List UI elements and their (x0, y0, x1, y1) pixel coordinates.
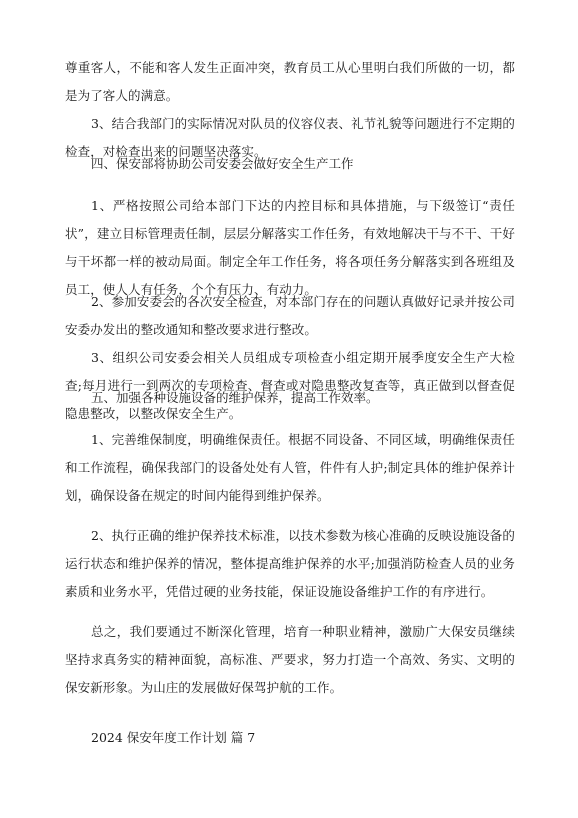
section-heading-4: 四、保安部将协助公司安委会做好安全生产工作 (91, 156, 354, 171)
section-title: 2024 保安年度工作计划 篇 7 (91, 730, 256, 745)
paragraph-item-2-safety-check: 2、参加安委会的各次安全检查，对本部门存在的问题认真做好记录并按公司安委办发出的整改通知和整改要求进行整改。 (65, 294, 515, 337)
paragraph-item-2-maintenance-standards: 2、执行正确的维护保养技术标准，以技术参数为核心准确的反映设施设备的运行状态和维护保养的情况，整体提高维护保养的水平;加强消防检查人员的业务素质和业务水平，凭借过硬的业务技能，保证设施设备维护工作的有序进行。 (65, 528, 515, 599)
section-heading-5: 五、加强各种设施设备的维护保养，提高工作效率。 (91, 390, 379, 405)
paragraph-conclusion: 总之，我们要通过不断深化管理，培育一种职业精神，激励广大保安员继续坚持求真务实的精神面貌，高标准、严要求，努力打造一个高效、务实、文明的保安新形象。为山庄的发展做好保驾护航的工作。 (65, 624, 515, 695)
paragraph-item-1-responsibility: 1、严格按照公司给本部门下达的内控目标和具体措施，与下级签订“责任状”，建立目标管理责任制，层层分解落实工作任务，有效地解决干与不干、干好与干坏都一样的被动局面。制定全年工作任务，将各项任务分解落实到各班组及员工，使人人有任务，个个有压力、有动力。 (65, 198, 515, 297)
paragraph-item-3-special-inspection: 3、组织公司安委会相关人员组成专项检查小组定期开展季度安全生产大检查;每月进行一到两次的专项检查、督查或对隐患整改复查等，真正做到以督查促隐患整改，以整改保安全生产。 (65, 350, 515, 421)
paragraph-continuation: 尊重客人，不能和客人发生正面冲突，教育员工从心里明白我们所做的一切，都是为了客人的满意。 (65, 60, 515, 103)
paragraph-item-1-maintenance-system: 1、完善维保制度，明确维保责任。根据不同设备、不同区域，明确维保责任和工作流程，确保我部门的设备处处有人管，件件有人护;制定具体的维护保养计划，确保设备在规定的时间内能得到维护保养。 (65, 432, 515, 503)
paragraph-item-3-inspection: 3、结合我部门的实际情况对队员的仪容仪表、礼节礼貌等问题进行不定期的检查，对检查出来的问题坚决落实。 (65, 116, 515, 159)
